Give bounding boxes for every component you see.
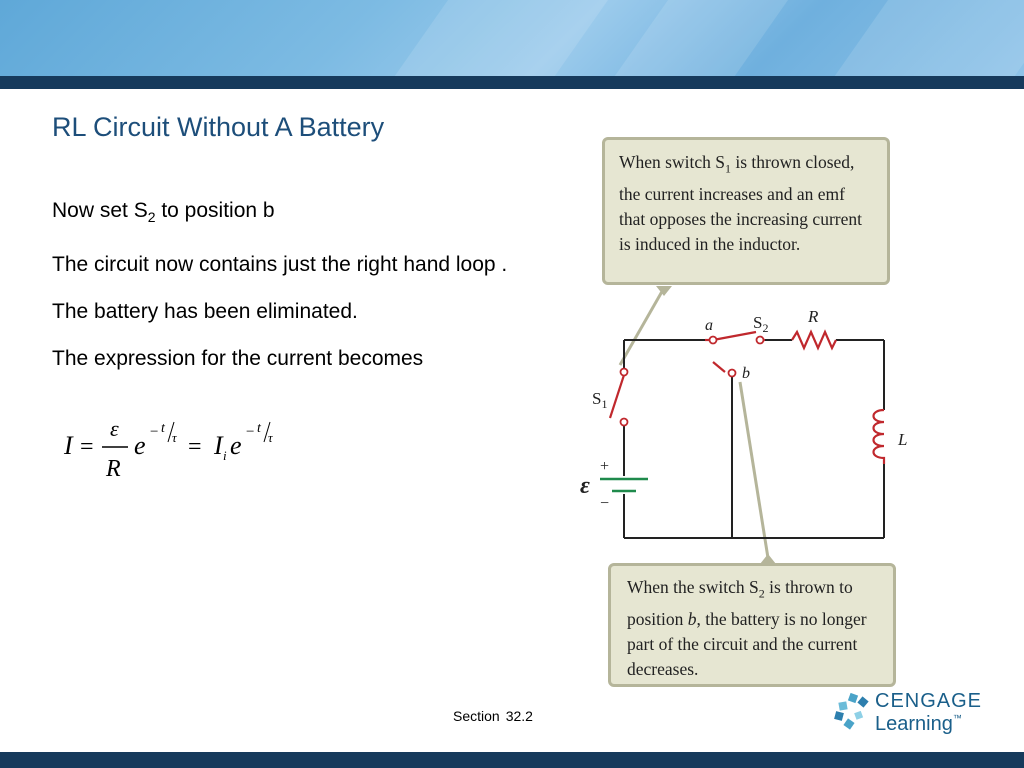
callout-bottom-post: , the battery is no longer part of the circuit and the current decreases. <box>627 608 867 679</box>
callout-bottom-italic: b <box>687 608 697 629</box>
callout-bottom-sub: 2 <box>758 586 765 601</box>
label-b: b <box>742 365 750 382</box>
bottom-rule <box>0 752 1024 768</box>
label-r: R <box>808 307 819 326</box>
s2-terminal-pivot <box>757 337 764 344</box>
label-emf: ε <box>580 473 590 499</box>
formula-exp-tau-2: τ <box>268 430 273 445</box>
s2-terminal-a <box>710 337 717 344</box>
callout-top-sub: 1 <box>724 161 731 176</box>
callout-top-post: is thrown closed, the current increases and an emf that opposes the increasing current is induced in the inductor. <box>619 152 862 254</box>
rl-circuit-diagram <box>570 280 910 570</box>
logo-text-learning <box>875 713 962 736</box>
logo-text-cengage: CENGAGE <box>875 690 983 712</box>
label-s1: $S_1$ <box>592 389 608 411</box>
bullet-1-suffix: to position b <box>155 199 275 222</box>
label-l: L <box>898 430 908 449</box>
leader-arrow-top <box>656 286 672 296</box>
bullet-3: The battery has been eliminated. <box>52 300 358 324</box>
label-plus: + <box>600 458 610 475</box>
footer-section-label: Section <box>453 708 500 724</box>
footer-section-number: 32.2 <box>505 708 533 724</box>
bullet-1-sub: 2 <box>147 209 156 226</box>
formula-rhs-e: e <box>230 431 242 460</box>
formula-exp-base: e <box>134 431 146 460</box>
banner-facet <box>598 0 802 76</box>
callout-switch-s2 <box>608 563 896 687</box>
formula-exp-sign: − <box>150 424 159 440</box>
inductor-l <box>874 410 885 464</box>
bullet-4: The expression for the current becomes <box>52 347 424 371</box>
current-formula <box>62 412 302 492</box>
leader-line-bottom <box>740 382 768 558</box>
banner-facet <box>378 0 622 76</box>
cengage-logo <box>833 688 993 740</box>
formula-denominator: R <box>106 456 121 482</box>
callout-switch-s1 <box>602 137 890 285</box>
bullet-1 <box>52 195 522 233</box>
resistor-r <box>792 332 836 348</box>
formula-exp-sign-2: − <box>246 424 255 440</box>
formula-lhs: I <box>64 431 73 460</box>
s1-terminal-top <box>621 369 628 376</box>
label-s2: $S_2$ <box>753 313 769 335</box>
formula-exp-t: t <box>161 421 165 436</box>
logo-learning-word: Learning <box>875 713 953 735</box>
callout-bottom-pre: When the switch S <box>627 577 759 597</box>
banner-facet <box>818 0 1024 76</box>
leader-line-top <box>620 288 664 365</box>
label-minus: − <box>600 495 610 512</box>
callout-top-pre: When switch S <box>619 152 725 172</box>
top-banner <box>0 0 1024 76</box>
bullet-list <box>52 195 522 390</box>
switch-s2-blade <box>713 332 756 340</box>
label-a: a <box>705 317 713 334</box>
slide-title: RL Circuit Without A Battery <box>52 112 385 142</box>
bullet-1-prefix: Now set S <box>52 199 148 222</box>
formula-eq-1: = <box>80 434 94 460</box>
s1-terminal-bottom <box>621 419 628 426</box>
formula-rhs-sub: i <box>223 448 227 463</box>
bullet-2: The circuit now contains just the right hand loop . <box>52 253 508 277</box>
switch-s1-blade <box>610 375 624 418</box>
s2-terminal-b <box>729 370 736 377</box>
formula-eq-2: = <box>188 434 202 460</box>
formula-exp-tau: τ <box>172 430 177 445</box>
top-rule <box>0 76 1024 89</box>
callout-bottom-mid: is thrown to position <box>627 577 853 629</box>
formula-rhs-I: I <box>214 431 223 460</box>
formula-numerator: ε <box>110 416 119 441</box>
footer-section <box>453 708 533 724</box>
cengage-logo-icon <box>833 690 873 734</box>
logo-tm: ™ <box>952 713 962 723</box>
s2-b-lead <box>713 362 725 372</box>
formula-exp-t-2: t <box>257 421 261 436</box>
